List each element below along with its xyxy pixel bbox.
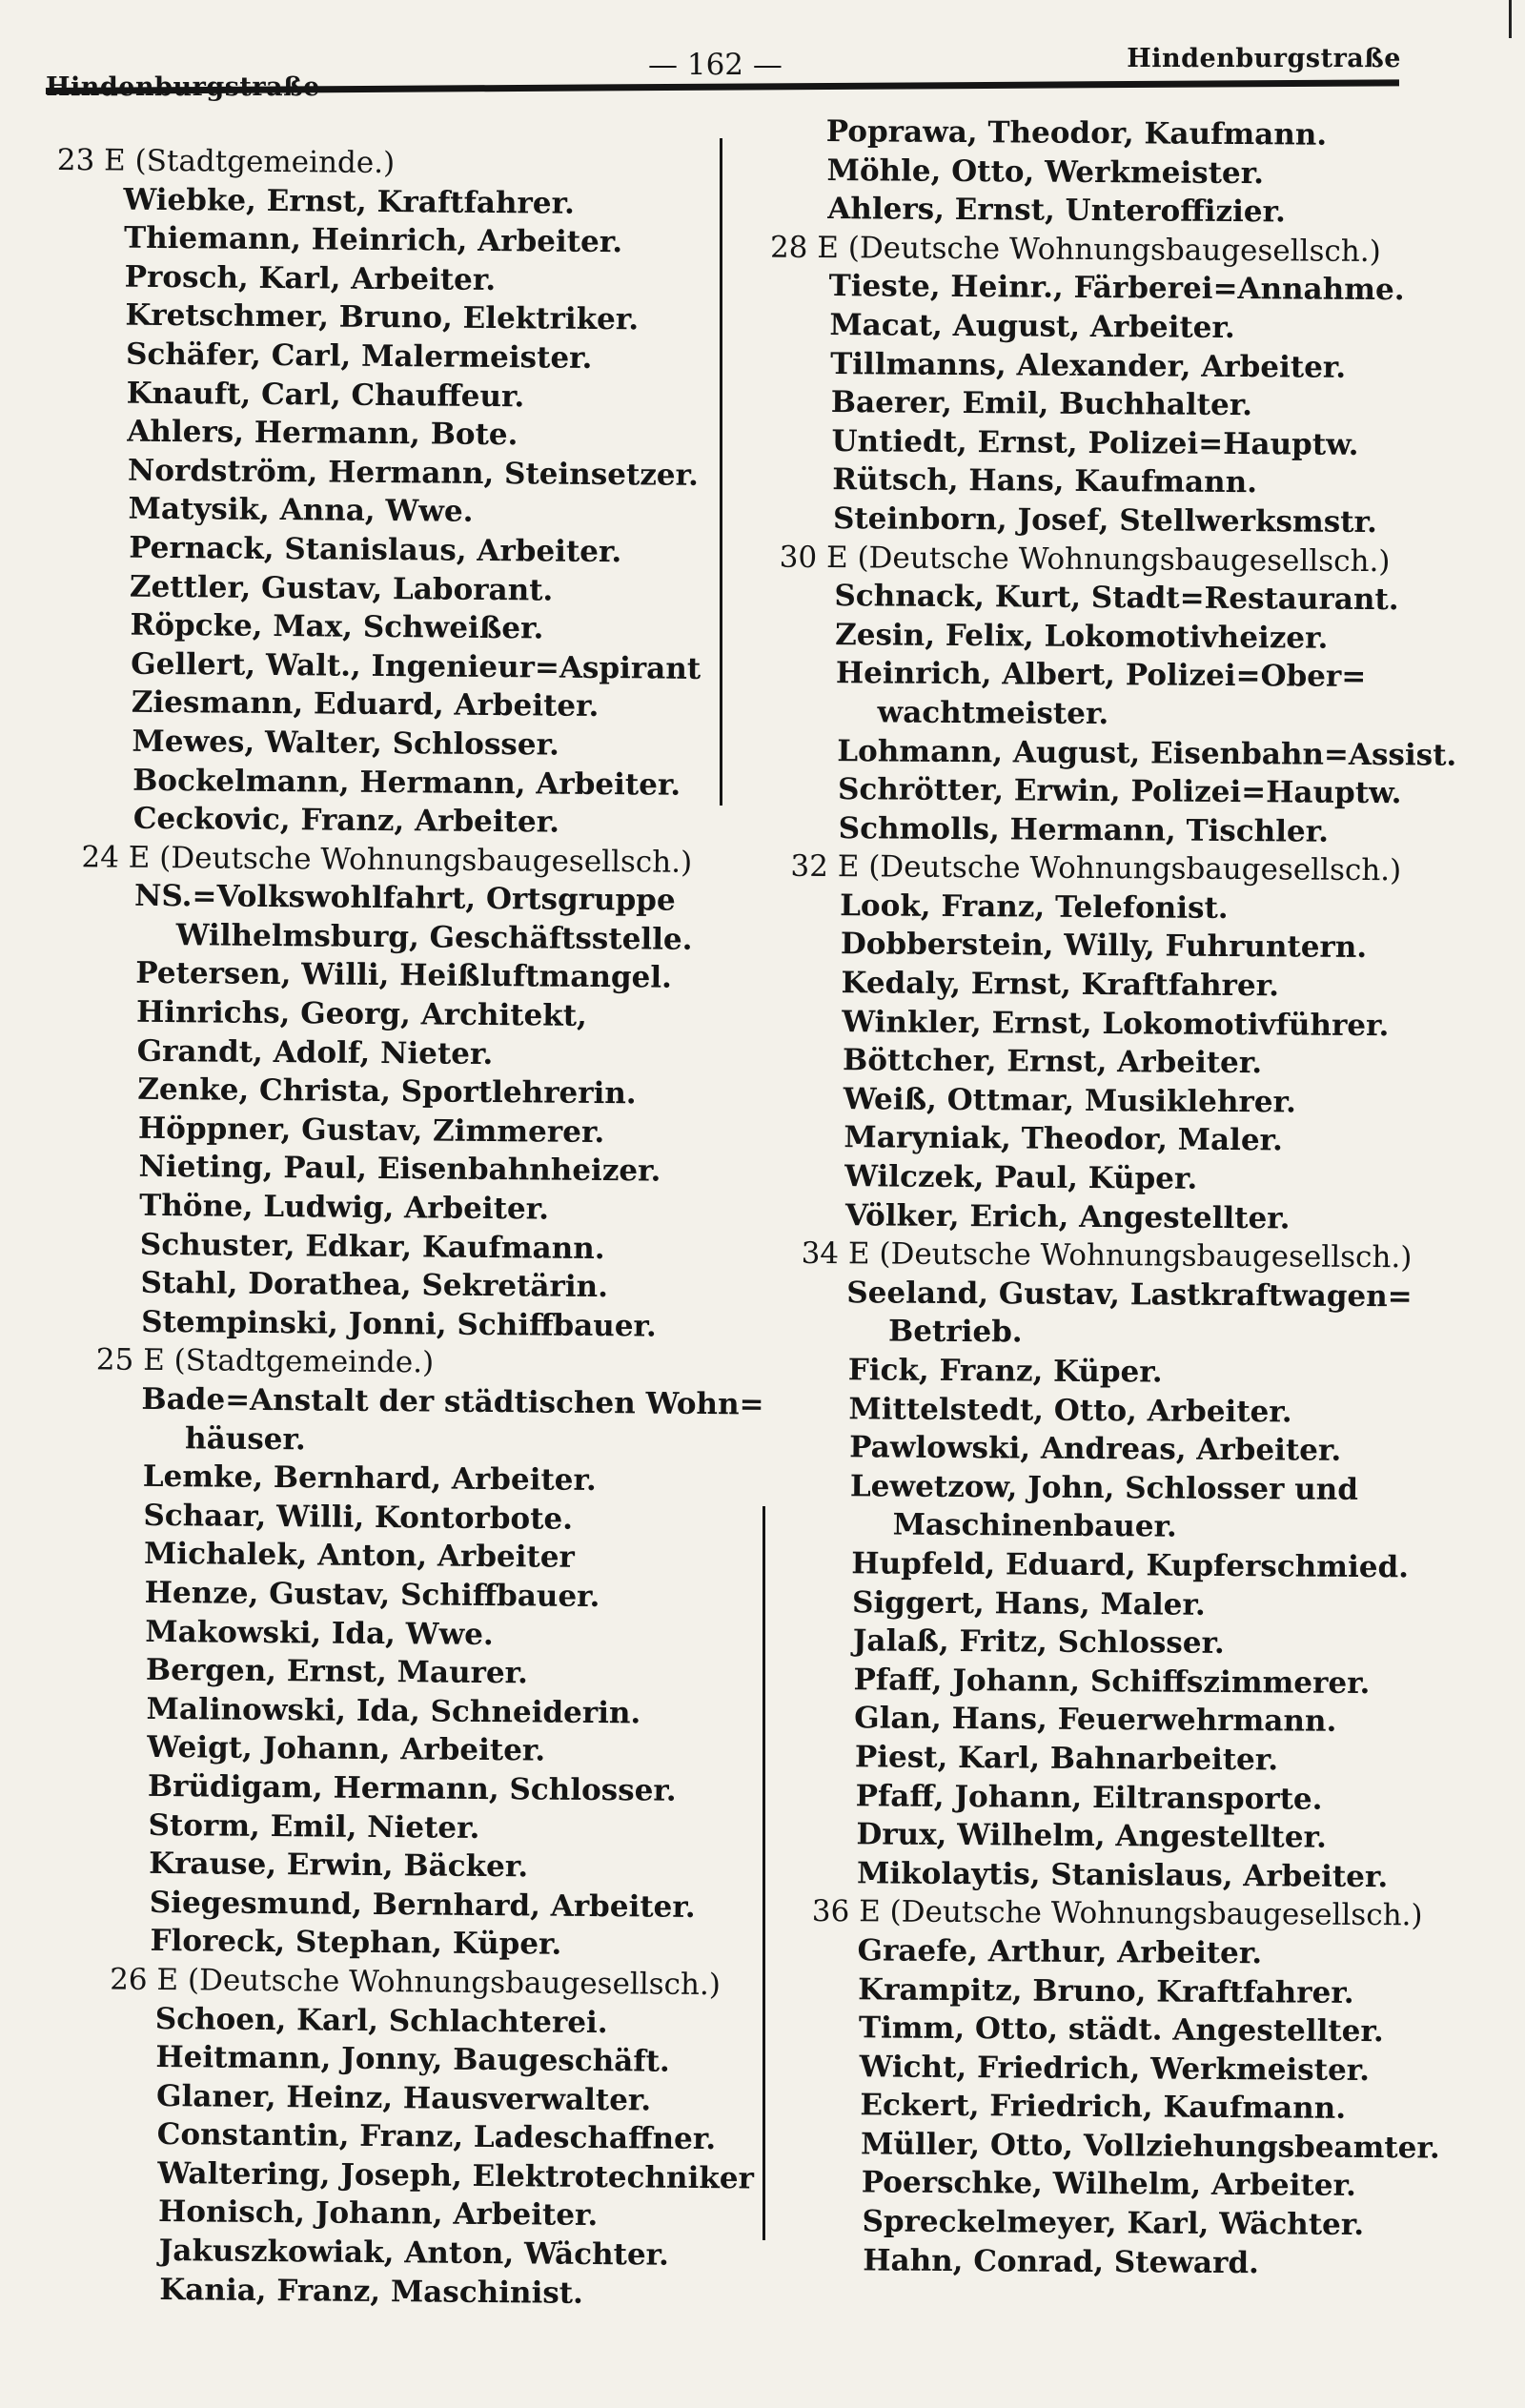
- section-heading-34: [801, 1235, 1483, 1278]
- resident-entry: Ceckovic, Franz, Arbeiter.: [132, 801, 560, 840]
- resident-entry: Ziesmann, Eduard, Arbeiter.: [131, 685, 600, 724]
- resident-entry: Pernack, Stanislaus, Arbeiter.: [129, 530, 622, 570]
- resident-entry-continuation: Wilhelmsburg, Geschäftsstelle.: [175, 917, 693, 957]
- resident-entry: Krause, Erwin, Bäcker.: [149, 1847, 529, 1885]
- resident-entry: Poprawa, Theodor, Kaufmann.: [825, 114, 1328, 153]
- resident-entry: Höppner, Gustav, Zimmerer.: [137, 1111, 605, 1150]
- resident-entry: Brüdigam, Hermann, Schlosser.: [147, 1768, 677, 1808]
- resident-entry: Schuster, Edkar, Kaufmann.: [139, 1227, 605, 1266]
- resident-entry: Honisch, Johann, Arbeiter.: [157, 2194, 599, 2234]
- resident-entry: Timm, Otto, städt. Angestellter.: [858, 2010, 1384, 2050]
- resident-entry: Grandt, Adolf, Nieter.: [136, 1033, 494, 1071]
- section-heading-30: [780, 538, 1489, 582]
- resident-entry: Jakuszkowiak, Anton, Wächter.: [158, 2234, 670, 2273]
- section-heading-23: [57, 141, 715, 186]
- resident-entry: Mewes, Walter, Schlosser.: [132, 724, 559, 763]
- resident-entry: Schäfer, Carl, Malermeister.: [125, 337, 593, 376]
- resident-entry: Schoen, Karl, Schlachterei.: [154, 2001, 608, 2040]
- section-owner: E (Deutsche Wohnungsbaugesellsch.): [156, 1962, 722, 2003]
- resident-entry: Drux, Wilhelm, Angestellter.: [856, 1817, 1327, 1855]
- resident-entry: Spreckelmeyer, Karl, Wächter.: [862, 2204, 1365, 2243]
- resident-entry: Constantin, Franz, Ladeschaffner.: [156, 2117, 717, 2157]
- house-number: 23: [56, 142, 95, 178]
- section-owner: E (Deutsche Wohnungsbaugesellsch.): [825, 540, 1391, 579]
- resident-entry: Thiemann, Heinrich, Arbeiter.: [123, 220, 623, 260]
- resident-entry: Völker, Erich, Angestellter.: [844, 1197, 1291, 1236]
- section-owner: E (Deutsche Wohnungsbaugesellsch.): [837, 849, 1402, 888]
- section-heading-25: [47, 1340, 704, 1385]
- resident-entry-continuation: häuser.: [184, 1420, 306, 1457]
- house-number: 34: [801, 1236, 840, 1272]
- section-owner: E (Stadtgemeinde.): [142, 1343, 435, 1380]
- column-divider-top: [720, 138, 722, 806]
- right-column: [769, 112, 1492, 2284]
- resident-entry: Bade=Anstalt der städtischen Wohn=: [141, 1381, 764, 1422]
- house-number: 26: [110, 1962, 148, 1997]
- resident-entry: Seeland, Gustav, Lastkraftwagen=: [846, 1275, 1413, 1315]
- resident-entry: Steinborn, Josef, Stellwerksmstr.: [832, 501, 1377, 540]
- resident-entry: Zettler, Gustav, Laborant.: [129, 569, 554, 608]
- house-number: 28: [769, 230, 808, 265]
- resident-entry: Weigt, Johann, Arbeiter.: [147, 1730, 546, 1768]
- section-owner: E (Deutsche Wohnungsbaugesellsch.): [859, 1894, 1423, 1933]
- running-head-right: Hindenburgstraße: [1127, 44, 1401, 73]
- resident-entry: Pfaff, Johann, Eiltransporte.: [855, 1778, 1323, 1817]
- resident-entry: Hahn, Conrad, Steward.: [863, 2242, 1259, 2280]
- resident-entry: Matysik, Anna, Wwe.: [128, 492, 474, 530]
- resident-entry: Heitmann, Jonny, Baugeschäft.: [155, 2040, 670, 2079]
- resident-entry: Henze, Gustav, Schiffbauer.: [144, 1575, 600, 1614]
- resident-entry: Kedaly, Ernst, Kraftfahrer.: [841, 966, 1280, 1004]
- resident-entry: Tillmanns, Alexander, Arbeiter.: [830, 346, 1347, 385]
- resident-entry: Thöne, Ludwig, Arbeiter.: [139, 1188, 550, 1227]
- resident-entry: Fick, Franz, Küper.: [847, 1353, 1163, 1390]
- resident-entry: Macat, August, Arbeiter.: [829, 308, 1235, 345]
- resident-entry: Kania, Franz, Maschinist.: [159, 2272, 584, 2311]
- resident-entry: Lewetzow, John, Schlosser und: [849, 1469, 1359, 1507]
- resident-entry: Jalaß, Fritz, Schlosser.: [852, 1623, 1225, 1662]
- resident-entry: Bockelmann, Hermann, Arbeiter.: [132, 763, 681, 803]
- resident-entry: Glaner, Heinz, Hausverwalter.: [155, 2078, 652, 2118]
- scan-edge-mark: [1509, 0, 1512, 38]
- resident-entry: Gellert, Walt., Ingenieur=Aspirant: [131, 646, 702, 686]
- resident-entry: Eckert, Friedrich, Kaufmann.: [860, 2088, 1347, 2127]
- resident-entry: Ahlers, Ernst, Unteroffizier.: [827, 192, 1286, 230]
- resident-entry: Nieting, Paul, Eisenbahnheizer.: [138, 1150, 661, 1190]
- section-owner: E (Deutsche Wohnungsbaugesellsch.): [817, 230, 1381, 269]
- house-number: 24: [81, 839, 120, 875]
- resident-entry-continuation: Maschinenbauer.: [892, 1507, 1177, 1544]
- resident-entry-continuation: Betrieb.: [887, 1314, 1023, 1350]
- resident-entry: Zenke, Christa, Sportlehrerin.: [137, 1072, 637, 1112]
- resident-entry: Rütsch, Hans, Kaufmann.: [832, 462, 1258, 500]
- section-heading-24: [51, 838, 708, 883]
- resident-entry: Nordström, Hermann, Steinsetzer.: [127, 453, 700, 493]
- resident-entry: Weiß, Ottmar, Musiklehrer.: [843, 1082, 1296, 1120]
- resident-entry: Graefe, Arthur, Arbeiter.: [857, 1933, 1263, 1971]
- resident-entry: Böttcher, Ernst, Arbeiter.: [842, 1043, 1263, 1081]
- resident-entry: Zesin, Felix, Lokomotivheizer.: [835, 617, 1329, 656]
- section-heading-26: [41, 1960, 722, 2005]
- resident-entry: Winkler, Ernst, Lokomotivführer.: [842, 1004, 1390, 1043]
- resident-entry: Pawlowski, Andreas, Arbeiter.: [849, 1430, 1342, 1469]
- resident-entry: Krampitz, Bruno, Kraftfahrer.: [858, 1971, 1354, 2010]
- resident-entry: Petersen, Willi, Heißluftmangel.: [135, 956, 673, 996]
- resident-entry: Mikolaytis, Stanislaus, Arbeiter.: [856, 1856, 1389, 1894]
- resident-entry: Hupfeld, Eduard, Kupferschmied.: [851, 1546, 1410, 1585]
- resident-entry: Pfaff, Johann, Schiffszimmerer.: [853, 1663, 1371, 1701]
- resident-entry: Lohmann, August, Eisenbahn=Assist.: [837, 733, 1457, 773]
- resident-entry: Michalek, Anton, Arbeiter: [143, 1537, 576, 1576]
- resident-entry: Stahl, Dorathea, Sekretärin.: [140, 1266, 609, 1305]
- resident-entry: Siegesmund, Bernhard, Arbeiter.: [149, 1885, 696, 1925]
- resident-entry: Mittelstedt, Otto, Arbeiter.: [848, 1391, 1292, 1430]
- resident-entry: Müller, Otto, Vollziehungsbeamter.: [860, 2127, 1440, 2166]
- resident-entry: Schaar, Willi, Kontorbote.: [143, 1498, 574, 1537]
- resident-entry: Kretschmer, Bruno, Elektriker.: [125, 298, 640, 337]
- section-owner: E (Stadtgemeinde.): [103, 143, 396, 181]
- resident-entry: Hinrichs, Georg, Architekt,: [135, 994, 588, 1033]
- section-heading-28: [770, 228, 1491, 272]
- resident-entry: Heinrich, Albert, Polizei=Ober=: [835, 656, 1367, 695]
- section-heading-36: [812, 1892, 1479, 1935]
- resident-entry: Knauft, Carl, Chauffeur.: [126, 376, 525, 414]
- resident-entry: Makowski, Ida, Wwe.: [145, 1614, 494, 1652]
- resident-entry: Poerschke, Wilhelm, Arbeiter.: [861, 2165, 1356, 2204]
- resident-entry: Möhle, Otto, Werkmeister.: [826, 153, 1265, 191]
- resident-entry: Waltering, Joseph, Elektrotechniker: [157, 2155, 755, 2196]
- resident-entry: Wilczek, Paul, Küper.: [844, 1159, 1198, 1196]
- house-number: 30: [779, 540, 818, 575]
- resident-entry: Storm, Emil, Nieter.: [148, 1807, 480, 1846]
- resident-entry: Floreck, Stephan, Küper.: [150, 1924, 562, 1963]
- house-number: 36: [811, 1894, 850, 1929]
- resident-entry: Tieste, Heinr., Färberei=Annahme.: [828, 269, 1405, 308]
- resident-entry: Röpcke, Max, Schweißer.: [130, 607, 544, 646]
- resident-entry: Glan, Hans, Feuerwehrmann.: [854, 1701, 1337, 1740]
- resident-entry: Schnack, Kurt, Stadt=Restaurant.: [834, 579, 1399, 618]
- column-divider-bottom: [762, 1506, 765, 2240]
- resident-entry: Wiebke, Ernst, Kraftfahrer.: [123, 182, 576, 221]
- resident-entry: Malinowski, Ida, Schneiderin.: [146, 1691, 641, 1731]
- resident-entry: Siggert, Hans, Maler.: [851, 1584, 1206, 1622]
- resident-entry: Lemke, Bernhard, Arbeiter.: [142, 1459, 597, 1499]
- resident-entry: Look, Franz, Telefonist.: [840, 888, 1229, 926]
- resident-entry: Schrötter, Erwin, Polizei=Hauptw.: [837, 772, 1402, 811]
- resident-entry: Piest, Karl, Bahnarbeiter.: [854, 1740, 1279, 1778]
- resident-entry: Untiedt, Ernst, Polizei=Hauptw.: [831, 423, 1359, 462]
- section-heading-32: [790, 847, 1486, 891]
- left-column: [38, 141, 764, 2314]
- section-owner: E (Deutsche Wohnungsbaugesellsch.): [847, 1236, 1413, 1275]
- resident-entry: Maryniak, Theodor, Maler.: [844, 1120, 1284, 1158]
- page-header: [38, 38, 1401, 105]
- resident-entry: Wicht, Friedrich, Werkmeister.: [859, 2049, 1371, 2088]
- resident-entry-continuation: wachtmeister.: [877, 695, 1109, 732]
- resident-entry: Schmolls, Hermann, Tischler.: [838, 810, 1330, 849]
- resident-entry: Stempinski, Jonni, Schiffbauer.: [141, 1304, 657, 1344]
- resident-entry: Bergen, Ernst, Maurer.: [145, 1653, 529, 1691]
- house-number: 32: [790, 849, 829, 885]
- resident-entry: NS.=Volkswohlfahrt, Ortsgruppe: [133, 879, 676, 918]
- page-number: — 162 —: [648, 48, 783, 82]
- resident-entry: Baerer, Emil, Buchhalter.: [830, 385, 1253, 423]
- resident-entry: Dobberstein, Willy, Fuhruntern.: [840, 927, 1368, 966]
- resident-entry: Ahlers, Hermann, Bote.: [127, 414, 518, 453]
- resident-entry: Prosch, Karl, Arbeiter.: [124, 259, 497, 297]
- section-owner: E (Deutsche Wohnungsbaugesellsch.): [128, 840, 693, 880]
- house-number: 25: [95, 1342, 134, 1378]
